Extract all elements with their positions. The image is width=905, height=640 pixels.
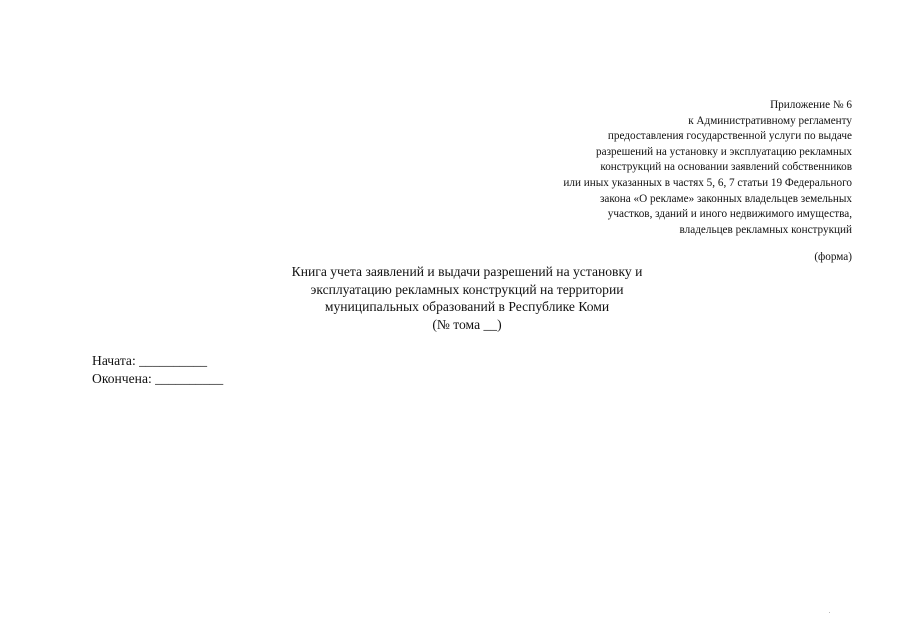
appendix-line-property: участков, зданий и иного недвижимого имущества,	[607, 208, 852, 221]
appendix-line-constructions: конструкций на основании заявлений собственников	[600, 161, 852, 174]
appendix-line-law-parts: или иных указанных в частях 5, 6, 7 статьи 19 Федерального	[563, 176, 852, 189]
page-speck	[829, 612, 830, 613]
date-fields	[92, 352, 223, 388]
started-date-field: Начата: __________	[92, 353, 208, 368]
book-title-line-3: муниципальных образований в Республике Коми	[324, 299, 610, 314]
appendix-line-owners: владельцев рекламных конструкций	[679, 223, 852, 236]
appendix-line-service: предоставления государственной услуги по выдаче	[607, 130, 852, 143]
book-title-line-2: эксплуатацию рекламных конструкций на территории	[310, 281, 624, 297]
appendix-line-permits: разрешений на установку и эксплуатацию рекламных	[596, 145, 852, 158]
volume-number: (№ тома __)	[432, 316, 502, 332]
form-label: (форма)	[814, 251, 852, 263]
appendix-line-law-name: закона «О рекламе» законных владельцев земельных	[599, 192, 852, 205]
appendix-line-number: Приложение № 6	[770, 99, 852, 111]
book-title-line-1: Книга учета заявлений и выдачи разрешений на установку и	[291, 264, 643, 279]
appendix-line-regulation: к Административному регламенту	[688, 114, 852, 127]
appendix-header	[432, 98, 852, 238]
book-title	[262, 263, 672, 333]
finished-date-field: Окончена: __________	[92, 371, 224, 386]
